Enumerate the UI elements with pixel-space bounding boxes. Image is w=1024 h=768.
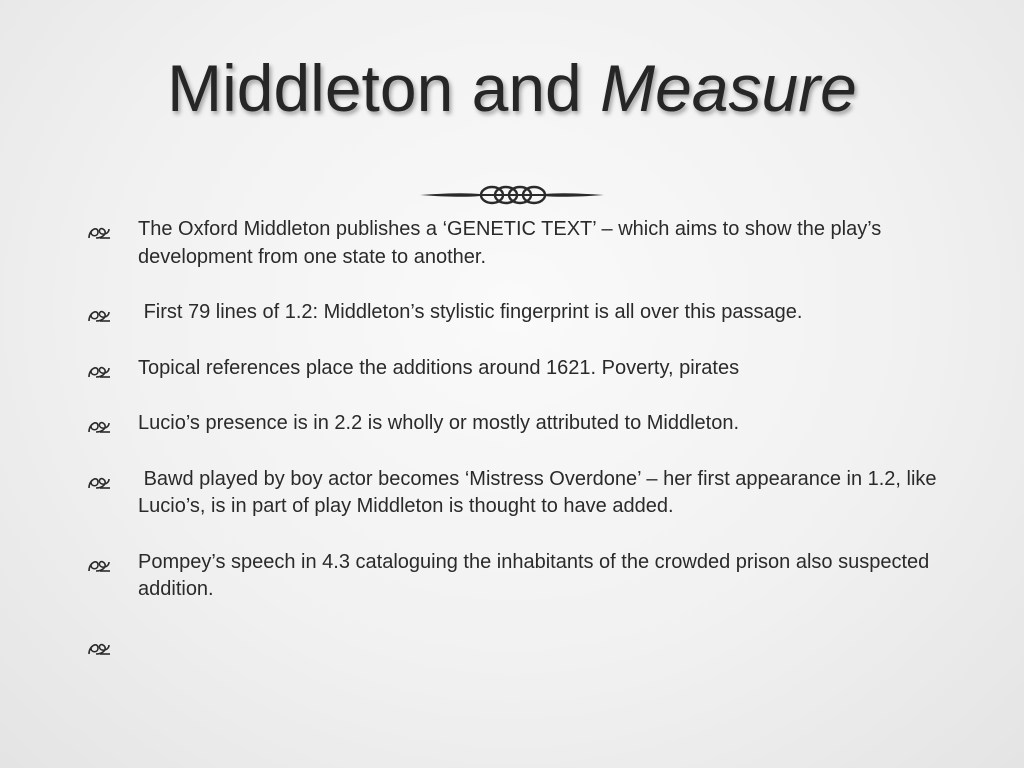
list-item: [86, 410, 946, 438]
bullet-text: The Oxford Middleton publishes a ‘GENETIC TEXT’ – which aims to show the play’s development from one state to another.: [138, 218, 887, 268]
loop-bullet-icon: [86, 633, 112, 659]
bullet-text: First 79 lines of 1.2: Middleton’s stylistic fingerprint is all over this passage.: [138, 301, 803, 323]
list-item: [86, 216, 946, 271]
slide-title: [0, 48, 1024, 128]
list-item-empty: [86, 632, 946, 660]
loop-bullet-icon: [86, 217, 112, 243]
loop-bullet-icon: [86, 467, 112, 493]
title-italic: Measure: [600, 51, 857, 125]
loop-bullet-icon: [86, 356, 112, 382]
loop-bullet-icon: [86, 550, 112, 576]
title-plain: Middleton and: [167, 51, 601, 125]
bullet-text: Bawd played by boy actor becomes ‘Mistress Overdone’ – her first appearance in 1.2, like Lucio’s, is in part of play Middleton is thought to have added.: [138, 467, 943, 517]
loop-bullet-icon: [86, 411, 112, 437]
loop-bullet-icon: [86, 300, 112, 326]
list-item: [86, 466, 946, 521]
bullet-text: Lucio’s presence is in 2.2 is wholly or mostly attributed to Middleton.: [138, 412, 740, 434]
bullet-list: [86, 216, 946, 660]
list-item: [86, 355, 946, 383]
scroll-divider-icon: [420, 180, 604, 210]
list-item: [86, 549, 946, 604]
bullet-text: Topical references place the additions around 1621. Poverty, pirates: [138, 356, 740, 379]
bullet-text: Pompey’s speech in 4.3 cataloguing the inhabitants of the crowded prison also suspected addition.: [138, 550, 935, 600]
list-item: [86, 299, 946, 327]
